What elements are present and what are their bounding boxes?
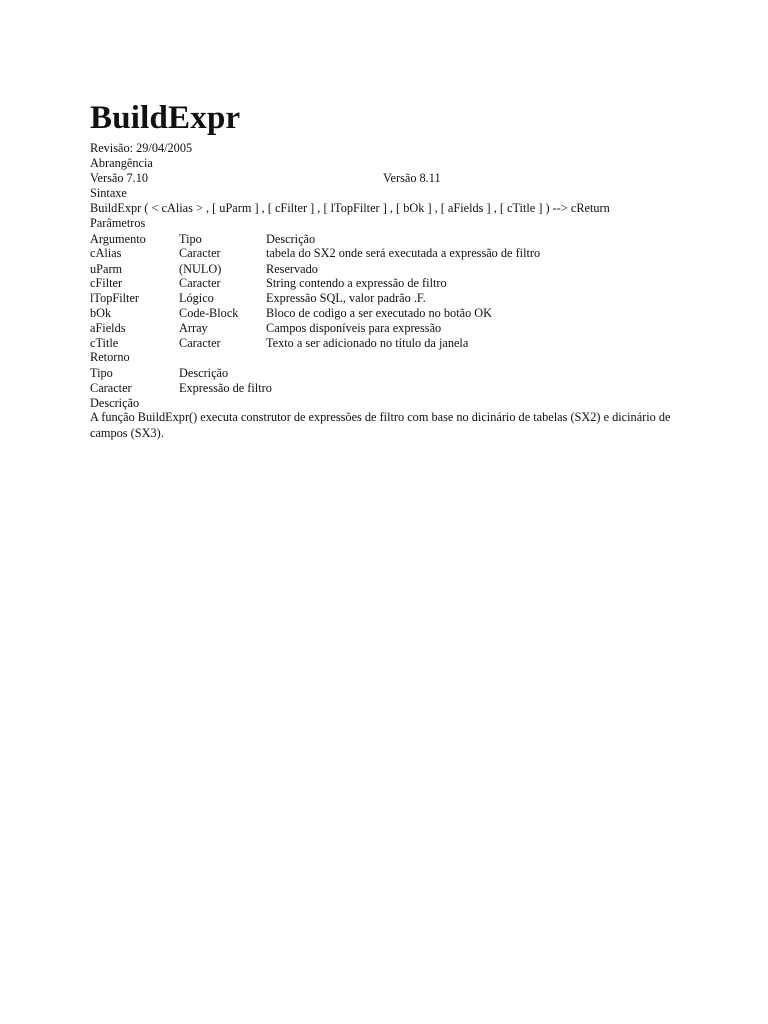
table-row-argument: cFilter bbox=[90, 276, 123, 290]
return-row-type: Caracter bbox=[90, 381, 132, 395]
table-row-argument: cTitle bbox=[90, 336, 119, 350]
parameters-header-description: Descrição bbox=[266, 232, 316, 246]
return-header-description: Descrição bbox=[179, 366, 229, 380]
table-row-type: Array bbox=[179, 321, 208, 335]
parameters-header-type: Tipo bbox=[179, 232, 202, 246]
version-8-11: Versão 8.11 bbox=[383, 171, 441, 185]
description-paragraph: A função BuildExpr() executa construtor de expressões de filtro com base no dicinário de tabelas (SX2) e dicinário de campos (SX3). bbox=[90, 410, 671, 440]
syntax-heading: Sintaxe bbox=[90, 186, 127, 200]
parameters-header-argument: Argumento bbox=[90, 232, 146, 246]
table-row-description: Texto a ser adicionado no título da janela bbox=[266, 336, 469, 350]
scope-heading: Abrangência bbox=[90, 156, 153, 170]
description-heading: Descrição bbox=[90, 396, 140, 410]
table-row-description: Expressão SQL, valor padrão .F. bbox=[266, 291, 426, 305]
return-row-description: Expressão de filtro bbox=[179, 381, 272, 395]
revision-date: Revisão: 29/04/2005 bbox=[90, 141, 193, 155]
table-row-type: (NULO) bbox=[179, 262, 222, 276]
table-row-type: Code-Block bbox=[179, 306, 239, 320]
table-row-argument: aFields bbox=[90, 321, 126, 335]
table-row-type: Caracter bbox=[179, 336, 221, 350]
table-row-description: Reservado bbox=[266, 262, 318, 276]
table-row-argument: cAlias bbox=[90, 246, 122, 260]
table-row-argument: bOk bbox=[90, 306, 112, 320]
table-row-type: Caracter bbox=[179, 246, 221, 260]
table-row-argument: uParm bbox=[90, 262, 123, 276]
table-row-description: Campos disponíveis para expressão bbox=[266, 321, 442, 335]
table-row-argument: lTopFilter bbox=[90, 291, 140, 305]
return-heading: Retorno bbox=[90, 350, 130, 364]
syntax-text: BuildExpr ( < cAlias > , [ uParm ] , [ cFilter ] , [ lTopFilter ] , [ bOk ] , [ aFields ] , [ cTitle ] ) --> cReturn bbox=[90, 201, 610, 215]
table-row-type: Caracter bbox=[179, 276, 221, 290]
page-title: BuildExpr bbox=[90, 100, 241, 136]
table-row-description: String contendo a expressão de filtro bbox=[266, 276, 447, 290]
version-7-10: Versão 7.10 bbox=[90, 171, 149, 185]
table-row-description: Bloco de codigo a ser executado no botão OK bbox=[266, 306, 493, 320]
parameters-heading: Parâmetros bbox=[90, 216, 146, 230]
return-header-type: Tipo bbox=[90, 366, 113, 380]
table-row-description: tabela do SX2 onde será executada a expressão de filtro bbox=[266, 246, 541, 260]
table-row-type: Lógico bbox=[179, 291, 214, 305]
